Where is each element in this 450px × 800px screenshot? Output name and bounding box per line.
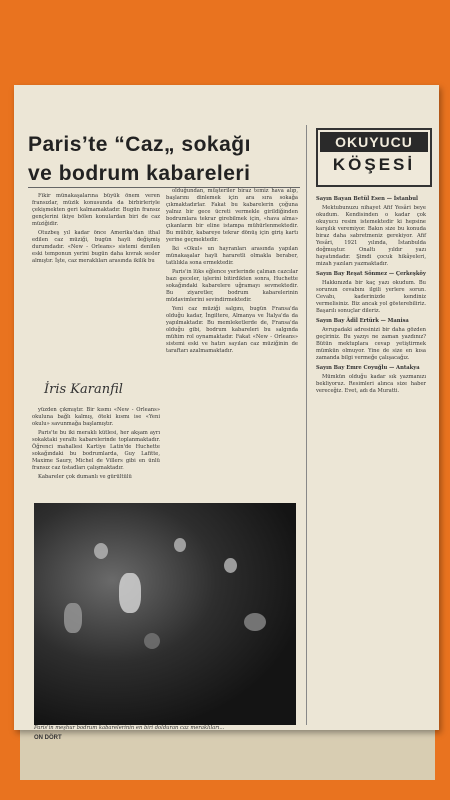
page-folio: ON DÖRT (34, 735, 62, 741)
photo-figure (64, 603, 82, 633)
article-paragraph: olduğundan, müşteriler biraz temiz hava alıp, başlarını dinlemek için ara sıra sokağa çıkmaktadırlar. Fakat bu kabarelerin çoğuna yalnız bir gece ücreti vermekle girildiğinden bodrumlara tekrar girebilmek için, «hava alma» çıkanların bir eline istampa mühürlenmektedir. Bu mühür, kabareye tekrar dönüş için giriş kartı yerine geçmektedir. (166, 188, 298, 243)
reader-corner-banner (316, 128, 432, 187)
magazine-page (14, 85, 439, 741)
reader-corner-title-bottom: KÖŞESİ (332, 155, 416, 174)
article-column-b (166, 188, 298, 357)
letter-reply: Mümkün olduğu kadar sık yazmanızı bekliyoruz. Resimleri alınca size haber vereceğiz. Evet, adı da Muratti. (316, 374, 426, 394)
author-signature: İris Karanfil (44, 382, 123, 397)
headline-line-2: ve bodrum kabareleri (28, 162, 251, 185)
photo-figure (174, 538, 186, 552)
column-divider (306, 125, 307, 725)
article-paragraph: Paris'te bu iki meraklı kütlesi, her akşam ayrı sokaktaki yeraltı kabarelerinde toplanmaktadır. Öğrenci mahallesi Kartiye Latin'de Huchette sokağındaki bu bodrumlarda, Guy Lafitte, Maxime Saury, Michel de Villers gibi en ünlü fransız caz üstadları çalışmaktadır. (32, 430, 160, 471)
photo-figure (94, 543, 108, 559)
photo-figure (244, 613, 266, 631)
letter-heading: Sayın Bay Reşat Sönmez — Çerkeşköy (316, 271, 426, 277)
article-paragraph: Yeni caz müziği salgını, bugün Fransa'da olduğu kadar, İngiltere, Almanya ve İtalya'da da yapılmaktadır. Bu memleketlerde de, Fransa'da olduğu gibi, bodrum kabareleri bu salgında mühim rol oynamaktadır. Fakat «New - Orleans» sistemi eski ve hatırı sayılan caz müziğinin de taraftarı azalmamaktadır. (166, 306, 298, 354)
letter-heading: Sayın Bayan Betül Esen — İstanbul (316, 196, 418, 202)
article-paragraph: Kabareler çok dumanlı ve gürültülü (38, 474, 132, 480)
photo-figure (144, 633, 160, 649)
headline-line-1: Paris’te “Caz„ sokağı (28, 133, 251, 156)
photo-figure (224, 558, 237, 573)
letter-reply: Avrupadaki adresinizi bir daha gözden geçiriniz. Bu yazıyı ne zaman yazdınız? Bütün mektuplara cevap yetiştirmek mümkün olmuyor. Yine de size en kısa zamanda bilgi vermeğe çalışacağız. (316, 327, 426, 361)
article-column-a-bottom (32, 407, 160, 483)
letter-heading: Sayın Bay Emre Coyuğlu — Antakya (316, 365, 420, 371)
letter-reply: Mektubunuzu nihayet Afif Yesâri beye okudum. Kendisinden o kadar çok okuyucu resim istemektedir ki hepsine karşılık veremiyor. Bakın size bu konuda biraz daha sabretmeniz gerekiyor. Afif Yesâri, 1921 yılında, İstanbulda doğmuştur. Onaltı yıldır yazı hayatındadır. Şimdi çocuk hikâyeleri, mizah yazıları yazmaktadır. (316, 205, 426, 267)
article-paragraph: İki «Okul» un hayranları arasında yapılan münakaşalar hayli hararetli olmakla beraber, tatlılıkla sona ermektedir. (166, 246, 298, 266)
article-paragraph: Paris'in lüks eğlence yerlerinde çalınan cazcılar bazı geceler, işlerini bitirdikten sonra, Huchette sokağındaki kabarelere uğramayı sevmektedir. Bu ziyaretler, bodrum kabarelerinin müdavimlerini sevindirmektedir. (166, 269, 298, 303)
letter-reply: Hakkınızda bir kaç yazı okudum. Bu sorunun cevabını ilgili yerlere sorun. Cevabı, kaderinizde kendiniz vermelisiniz. Biz ancak yol gösterebiliriz. Başarılı sonuçlar dileriz. (316, 280, 426, 314)
jazz-club-photo (34, 503, 296, 725)
letter-heading: Sayın Bay Âdil Ertürk — Manisa (316, 318, 409, 324)
article-column-a-top (32, 193, 160, 267)
article-paragraph: Otuzbeş yıl kadar önce Amerika'dan ithal edilen caz müziği, bugün hayli değişmiş durumdadır. «New - Orleans» sistemi denilen eski temponun yerini bugün daha kıvrak sesler almıştır. İşte, caz meraklıları arasında ikilik bu (32, 230, 160, 264)
photo-caption: Paris'in meşhur bodrum kabarelerinin en biri dolduran caz meraklıları... (34, 725, 225, 731)
article-paragraph: yüzden çıkmıştır. Bir kısmı «New - Orleans» okuluna bağlı kalmış, öteki kısmı ise «Yeni okulu» savunmağa başlamıştır. (32, 407, 160, 427)
reader-corner-column (316, 193, 426, 397)
reader-corner-title-top: OKUYUCU (320, 132, 428, 152)
article-headline (28, 130, 298, 188)
article-paragraph: Fikir münakaşalarına büyük önem veren fransızlar, müzik konusunda da birbirleriyle çekişmekten geri kalmamaktadır. Bugün fransız gençlerini ikiye bölen konulardan biri de caz müziğidir. (32, 193, 160, 227)
photo-figure (119, 573, 141, 613)
